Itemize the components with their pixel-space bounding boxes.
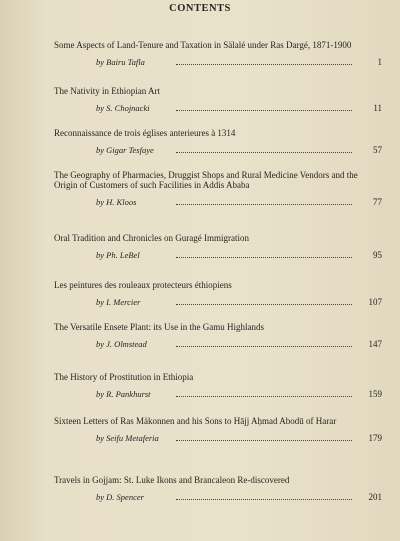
by-label: by (96, 433, 105, 443)
by-label: by (96, 297, 105, 307)
dot-leader (176, 499, 352, 500)
contents-heading: CONTENTS (169, 3, 231, 14)
entry-title: Sixteen Letters of Ras Mäkonnen and his Sons to Hājj Aḥmad Abodū of Harar (54, 416, 337, 426)
toc-entry (54, 372, 382, 400)
entry-author: H. Kloos (106, 197, 137, 207)
entry-page-number: 57 (373, 145, 382, 155)
dot-leader (176, 152, 352, 153)
dot-leader (176, 346, 352, 347)
entry-author: Bairu Tafla (106, 57, 145, 67)
toc-entry (54, 416, 382, 444)
author-line (96, 433, 382, 444)
toc-entry (54, 322, 382, 350)
entry-page-number: 179 (368, 433, 382, 443)
by-label: by (96, 197, 105, 207)
by-label: by (96, 57, 105, 67)
toc-entry (54, 233, 382, 261)
author-line (96, 250, 382, 261)
toc-entry (54, 475, 382, 503)
toc-entry (54, 170, 382, 208)
entry-author: S. Chojnacki (106, 103, 150, 113)
dot-leader (176, 440, 352, 441)
entry-author: Gigar Tesfaye (106, 145, 154, 155)
entry-title: Les peintures des rouleaux protecteurs éthiopiens (54, 280, 232, 290)
entry-title: Some Aspects of Land-Tenure and Taxation in Sälalé under Ras Dargé, 1871-1900 (54, 40, 352, 50)
entry-page-number: 1 (377, 57, 382, 67)
entry-author: Seifu Metaferia (106, 433, 159, 443)
dot-leader (176, 64, 352, 65)
entry-title: The Geography of Pharmacies, Druggist Shops and Rural Medicine Vendors and the Origin of Customers of such Facilities in Addis Ababa (54, 170, 358, 190)
entry-title: Reconnaissance de trois églises anterieures à 1314 (54, 128, 236, 138)
entry-author: J. Olmstead (106, 339, 147, 349)
entry-author: I. Mercier (106, 297, 141, 307)
toc-entry (54, 280, 382, 308)
entry-title: Oral Tradition and Chronicles on Guragé Immigration (54, 233, 249, 243)
author-line (96, 389, 382, 400)
by-label: by (96, 389, 105, 399)
toc-entry (54, 128, 382, 156)
by-label: by (96, 103, 105, 113)
entry-page-number: 159 (368, 389, 382, 399)
dot-leader (176, 304, 352, 305)
entry-author: R. Pankhurst (106, 389, 151, 399)
by-label: by (96, 339, 105, 349)
entry-author: D. Spencer (106, 492, 144, 502)
entry-title: The Versatile Ensete Plant: its Use in the Gamu Highlands (54, 322, 265, 332)
by-label: by (96, 250, 105, 260)
entry-page-number: 95 (373, 250, 382, 260)
author-line (96, 197, 382, 208)
author-line (96, 339, 382, 350)
by-label: by (96, 492, 105, 502)
entry-title: Travels in Gojjam: St. Luke Ikons and Brancaleon Re-discovered (54, 475, 290, 485)
author-line (96, 297, 382, 308)
entry-page-number: 77 (373, 197, 382, 207)
toc-entry (54, 86, 382, 114)
entry-page-number: 11 (373, 103, 382, 113)
dot-leader (176, 204, 352, 205)
dot-leader (176, 110, 352, 111)
toc-entry (54, 40, 382, 68)
author-line (96, 492, 382, 503)
entry-page-number: 147 (368, 339, 382, 349)
dot-leader (176, 396, 352, 397)
entry-page-number: 107 (368, 297, 382, 307)
dot-leader (176, 257, 352, 258)
entry-title: The Nativity in Ethiopian Art (54, 86, 160, 96)
entry-page-number: 201 (368, 492, 382, 502)
author-line (96, 103, 382, 114)
author-line (96, 57, 382, 68)
entry-title: The History of Prostitution in Ethiopia (54, 372, 194, 382)
entry-author: Ph. LeBel (106, 250, 140, 260)
author-line (96, 145, 382, 156)
by-label: by (96, 145, 105, 155)
